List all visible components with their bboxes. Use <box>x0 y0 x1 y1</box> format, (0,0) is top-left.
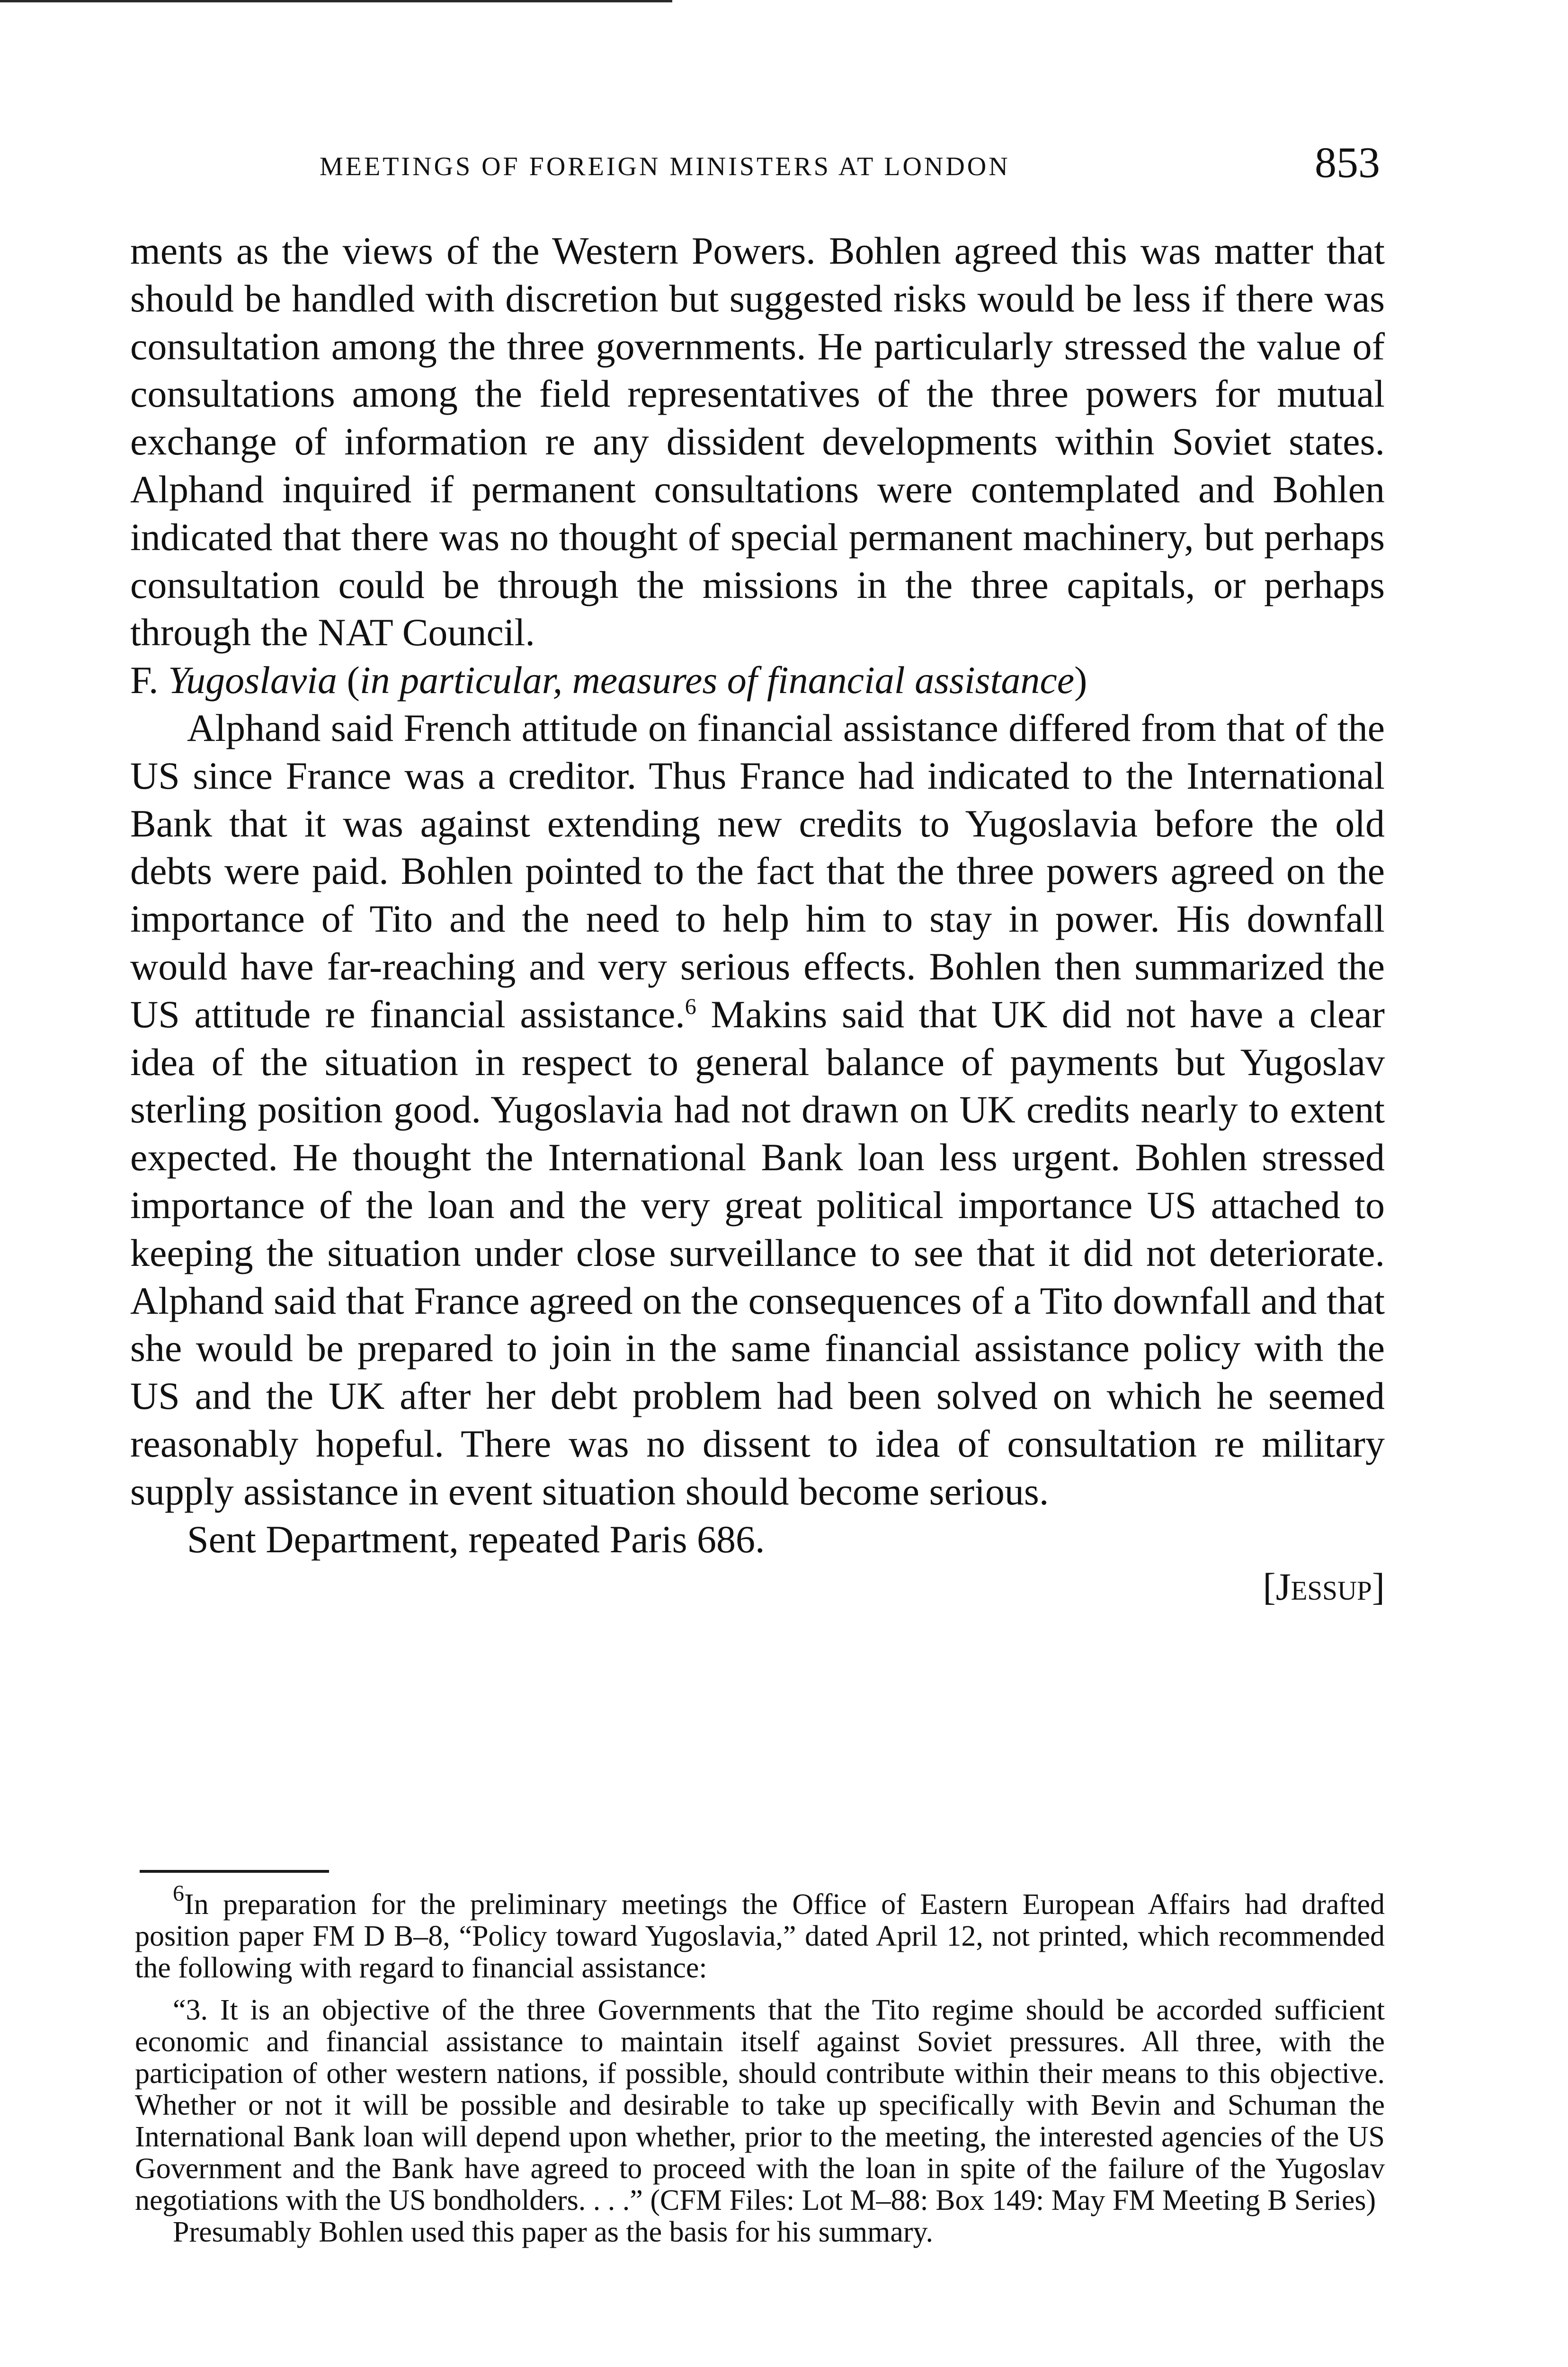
footnote-closing: Presumably Bohlen used this paper as the basis for his summary. <box>173 2216 934 2248</box>
paragraph-sent: Sent Department, repeated Paris 686. <box>187 1517 765 1561</box>
running-title: MEETINGS OF FOREIGN MINISTERS AT LONDON <box>320 152 1010 181</box>
paragraph-continued: ments as the views of the Western Powers. Bohlen agreed this was matter that should be handled with discretion but suggested risks would be less if there was consultation among the three governments. He particularly stressed the value of consultations among the field representatives of the three powers for mutual exchange of information re any dissident developments within Soviet states. Alphand inquired if permanent consultations were contemplated and Bohlen indicated that there was no thought of special permanent machinery, but perhaps consultation could be through the missions in the three capitals, or perhaps through the NAT Council. <box>130 229 1385 654</box>
section-heading-open: ( <box>337 658 360 702</box>
section-heading-prefix: F. <box>130 658 169 702</box>
page-number: 853 <box>1315 138 1380 187</box>
footnote-6-text: In preparation for the preliminary meetings the Office of Eastern European Affairs had drafted position paper FM D B–8, “Policy toward Yugoslavia,” dated April 12, not printed, which recommended the following with regard to financial assistance: <box>135 1888 1385 1984</box>
section-heading-subtitle: in particular, measures of financial assistance <box>359 658 1075 702</box>
footnote-divider <box>140 1870 329 1873</box>
section-heading <box>130 657 1385 704</box>
main-text <box>130 227 1385 1611</box>
section-heading-close: ) <box>1074 658 1087 702</box>
footnotes <box>135 1881 1385 2248</box>
footnote-reference[interactable]: 6 <box>685 994 696 1019</box>
signature-name: [Jessup] <box>1263 1565 1385 1609</box>
paragraph-yugoslavia <box>130 704 1385 1516</box>
paragraph-yugoslavia-part1: Alphand said French attitude on financial assistance differed from that of the US since France was a creditor. Thus France had indicated to the International Bank that it was against extending new credits to Yugoslavia before the old debts were paid. Bohlen pointed to the fact that the three powers agreed on the importance of Tito and the need to help him to stay in power. His downfall would have far-reaching and very serious effects. Bohlen then summarized the US attitude re financial assistance. <box>130 706 1385 1036</box>
top-border-rule <box>0 0 672 2</box>
running-header <box>135 137 1385 189</box>
signature <box>130 1563 1385 1611</box>
paragraph-yugoslavia-part2: Makins said that UK did not have a clear idea of the situation in respect to general balance of payments but Yugoslav sterling position good. Yugoslavia had not drawn on UK credits nearly to extent expected. He thought the International Bank loan less urgent. Bohlen stressed importance of the loan and the very great political importance US attached to keeping the situation under close surveillance to see that it did not deteriorate. Alphand said that France agreed on the consequences of a Tito downfall and that she would be prepared to join in the same financial assistance policy with the US and the UK after her debt problem had been solved on which he seemed reasonably hopeful. There was no dissent to idea of consultation re military supply assistance in event situation should become serious. <box>130 992 1385 1513</box>
footnote-6 <box>135 1881 1385 1984</box>
section-heading-title: Yugoslavia <box>168 658 337 702</box>
footnote-quote: “3. It is an objective of the three Governments that the Tito regime should be accorded sufficient economic and financial assistance to maintain itself against Soviet pressures. All three, with the participation of other western nations, if possible, should contribute within their means to this objective. Whether or not it will be possible and desirable to take up specifically with Bevin and Schuman the International Bank loan will depend upon whether, prior to the meeting, the interested agencies of the US Government and the Bank have agreed to proceed with the loan in spite of the failure of the Yugoslav negotiations with the US bondholders. . . .” (CFM Files: Lot M–88: Box 149: May FM Meeting B Series) <box>135 1994 1385 2216</box>
footnote-number: 6 <box>173 1881 184 1906</box>
